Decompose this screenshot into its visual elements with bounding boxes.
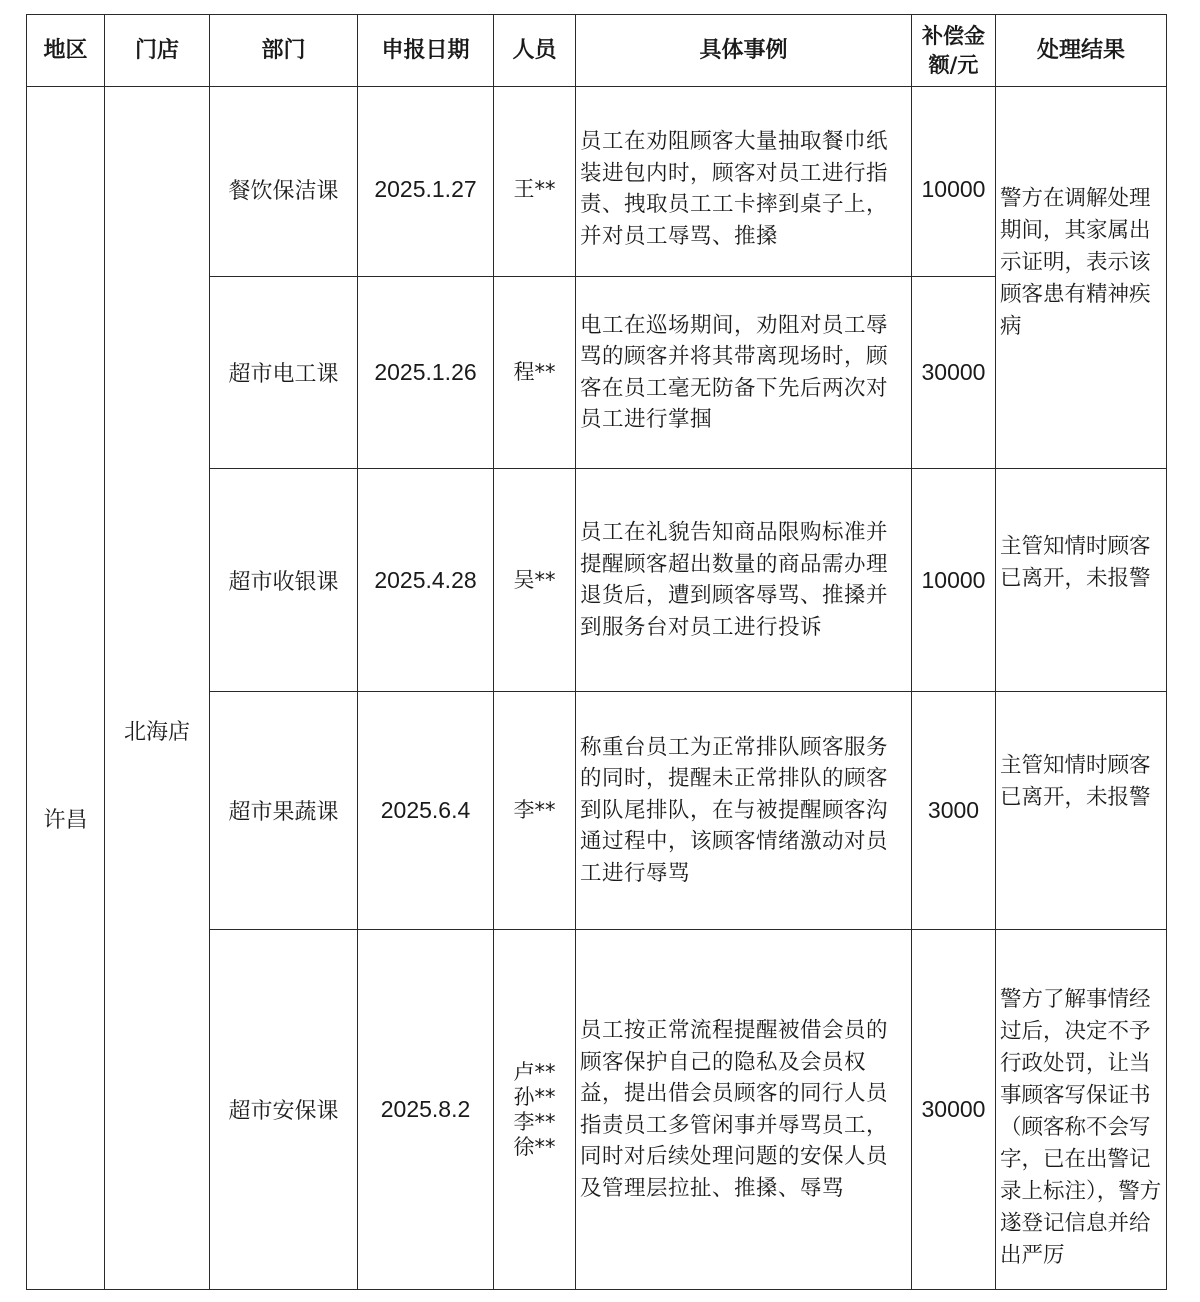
person-name: 吴** <box>513 567 556 592</box>
person-cell <box>494 930 576 1290</box>
date-cell: 2025.1.27 <box>358 103 494 277</box>
person-name: 程** <box>513 360 556 384</box>
result-cell: 警方在调解处理期间，其家属出示证明，表示该顾客患有精神疾病 <box>996 103 1167 469</box>
header-person: 人员 <box>494 15 576 87</box>
date-cell: 2025.6.4 <box>358 692 494 930</box>
detail-cell: 员工在礼貌告知商品限购标准并提醒顾客超出数量的商品需办理退货后，遭到顾客辱骂、推搡并到服务台对员工进行投诉 <box>576 469 912 692</box>
header-result: 处理结果 <box>996 15 1167 87</box>
amount-cell: 10000 <box>912 469 996 692</box>
dept-cell: 超市果蔬课 <box>210 692 358 930</box>
header-detail: 具体事例 <box>576 15 912 87</box>
header-dept: 部门 <box>210 15 358 87</box>
region-cell: 许昌 <box>27 87 105 1290</box>
person-cell <box>494 469 576 692</box>
result-cell: 警方了解事情经过后，决定不予行政处罚，让当事顾客写保证书（顾客称不会写字，已在出警记录上标注），警方遂登记信息并给出严厉 <box>996 930 1167 1290</box>
detail-cell: 员工在劝阻顾客大量抽取餐巾纸装进包内时，顾客对员工进行指责、拽取员工工卡摔到桌子上，并对员工辱骂、推搡 <box>576 103 912 277</box>
person-name: 徐** <box>513 1134 556 1159</box>
amount-cell: 30000 <box>912 277 996 469</box>
person-cell <box>494 103 576 277</box>
date-cell: 2025.8.2 <box>358 930 494 1290</box>
header-amount: 补偿金额/元 <box>912 15 996 87</box>
person-name: 孙** <box>513 1084 556 1109</box>
amount-cell: 3000 <box>912 692 996 930</box>
result-cell: 主管知情时顾客已离开，未报警 <box>996 469 1167 692</box>
dept-cell: 餐饮保洁课 <box>210 103 358 277</box>
header-date: 申报日期 <box>358 15 494 87</box>
date-cell: 2025.1.26 <box>358 277 494 469</box>
bottom-edge <box>0 1290 1200 1302</box>
person-name: 李** <box>513 798 556 822</box>
store-cell: 北海店 <box>105 87 210 1290</box>
dept-cell: 超市电工课 <box>210 277 358 469</box>
person-cell <box>494 692 576 930</box>
header-store: 门店 <box>105 15 210 87</box>
person-name: 李** <box>513 1109 556 1134</box>
person-cell <box>494 277 576 469</box>
amount-cell: 30000 <box>912 930 996 1290</box>
header-region: 地区 <box>27 15 105 87</box>
dept-cell: 超市安保课 <box>210 930 358 1290</box>
detail-cell: 称重台员工为正常排队顾客服务的同时，提醒未正常排队的顾客到队尾排队，在与被提醒顾客沟通过程中，该顾客情绪激动对员工进行辱骂 <box>576 692 912 930</box>
incident-table <box>26 14 1167 1290</box>
spacer-row <box>27 87 1167 103</box>
person-name: 王** <box>513 176 556 201</box>
date-cell: 2025.4.28 <box>358 469 494 692</box>
dept-cell: 超市收银课 <box>210 469 358 692</box>
detail-cell: 员工按正常流程提醒被借会员的顾客保护自己的隐私及会员权益，提出借会员顾客的同行人员指责员工多管闲事并辱骂员工，同时对后续处理问题的安保人员及管理层拉扯、推搡、辱骂 <box>576 930 912 1290</box>
person-name: 卢** <box>513 1059 556 1084</box>
header-row <box>27 15 1167 87</box>
amount-cell: 10000 <box>912 103 996 277</box>
result-cell: 主管知情时顾客已离开，未报警 <box>996 692 1167 930</box>
detail-cell: 电工在巡场期间，劝阻对员工辱骂的顾客并将其带离现场时，顾客在员工毫无防备下先后两次对员工进行掌掴 <box>576 277 912 469</box>
